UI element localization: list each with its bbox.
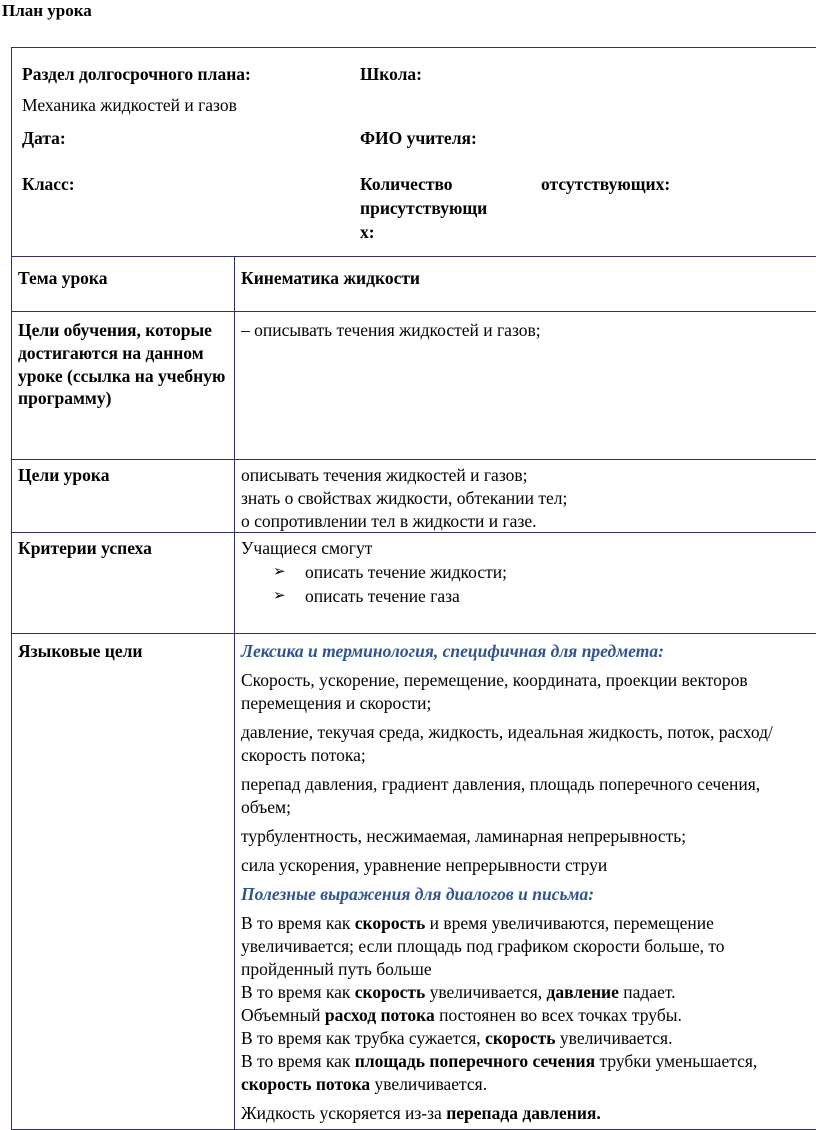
criteria-intro: Учащиеся смогут: [241, 537, 811, 560]
absent-label: отсутствующих:: [541, 172, 670, 196]
section-value: Механика жидкостей и газов: [22, 93, 237, 117]
criteria-label: Критерии успеха: [12, 533, 235, 634]
lesson-goals-label: Цели урока: [12, 460, 235, 533]
header-row: [12, 48, 816, 257]
criteria-list: [241, 560, 811, 608]
phrase: Жидкость ускоряется из-за перепада давления.: [241, 1102, 811, 1125]
teacher-label: ФИО учителя:: [360, 126, 477, 150]
phrase: В то время как скорость и время увеличиваются, перемещение увеличивается; если площадь под графиком скорости больше, то пройденный путь больше: [241, 912, 811, 981]
language-goals-label: Языковые цели: [12, 634, 235, 1130]
arrow-bullet-icon: ➢: [273, 584, 286, 608]
vocabulary-term: перепад давления, градиент давления, площадь поперечного сечения, объем;: [241, 773, 811, 819]
phrase: В то время как площадь поперечного сечения трубки уменьшается, скорость потока увеличивается.: [241, 1050, 811, 1096]
page-title: План урока: [2, 1, 92, 21]
language-goals-value: [235, 634, 816, 1130]
present-label-line1: присутствующи: [360, 196, 487, 220]
class-label: Класс:: [22, 172, 75, 196]
criteria-value: [235, 533, 816, 634]
lesson-goal-line: о сопротивлении тел в жидкости и газе.: [241, 510, 811, 533]
lesson-goals-row: [12, 460, 816, 533]
language-goals-row: [12, 634, 816, 1130]
section-label: Раздел долгосрочного плана:: [22, 62, 251, 86]
learning-goals-value: – описывать течения жидкостей и газов;: [235, 312, 816, 460]
phrase: В то время как трубка сужается, скорость увеличивается.: [241, 1027, 811, 1050]
school-label: Школа:: [360, 62, 422, 86]
lesson-goal-line: описывать течения жидкостей и газов;: [241, 464, 811, 487]
learning-goals-row: [12, 312, 816, 460]
header-cell: [12, 48, 816, 257]
vocabulary-term: давление, текучая среда, жидкость, идеальная жидкость, поток, расход/скорость потока;: [241, 721, 811, 767]
criteria-item-text: описать течение жидкости;: [305, 562, 507, 582]
vocabulary-term: сила ускорения, уравнение непрерывности струи: [241, 854, 811, 877]
lesson-goals-value: [235, 460, 816, 533]
present-label-line2: х:: [360, 220, 375, 244]
vocabulary-term: Скорость, ускорение, перемещение, координата, проекции векторов перемещения и скорости;: [241, 669, 811, 715]
phrase: В то время как скорость увеличивается, давление падает.: [241, 981, 811, 1004]
topic-row: [12, 257, 816, 312]
criteria-item-text: описать течение газа: [305, 586, 460, 606]
criteria-row: [12, 533, 816, 634]
topic-value: Кинематика жидкости: [235, 257, 816, 312]
phrases-heading: Полезные выражения для диалогов и письма:: [241, 883, 811, 906]
vocabulary-term: турбулентность, несжимаемая, ламинарная непрерывность;: [241, 825, 811, 848]
arrow-bullet-icon: ➢: [273, 560, 286, 584]
topic-label: Тема урока: [12, 257, 235, 312]
learning-goals-label: Цели обучения, которые достигаются на данном уроке (ссылка на учебную программу): [12, 312, 235, 460]
criteria-item: [271, 560, 811, 584]
lesson-goal-line: знать о свойствах жидкости, обтекании тел;: [241, 487, 811, 510]
lesson-plan-table: [11, 47, 816, 1130]
criteria-item: [271, 584, 811, 608]
count-word: Количество: [360, 172, 453, 196]
phrase: Объемный расход потока постоянен во всех точках трубы.: [241, 1004, 811, 1027]
date-label: Дата:: [22, 126, 66, 150]
vocabulary-heading: Лексика и терминология, специфичная для предмета:: [241, 640, 811, 663]
